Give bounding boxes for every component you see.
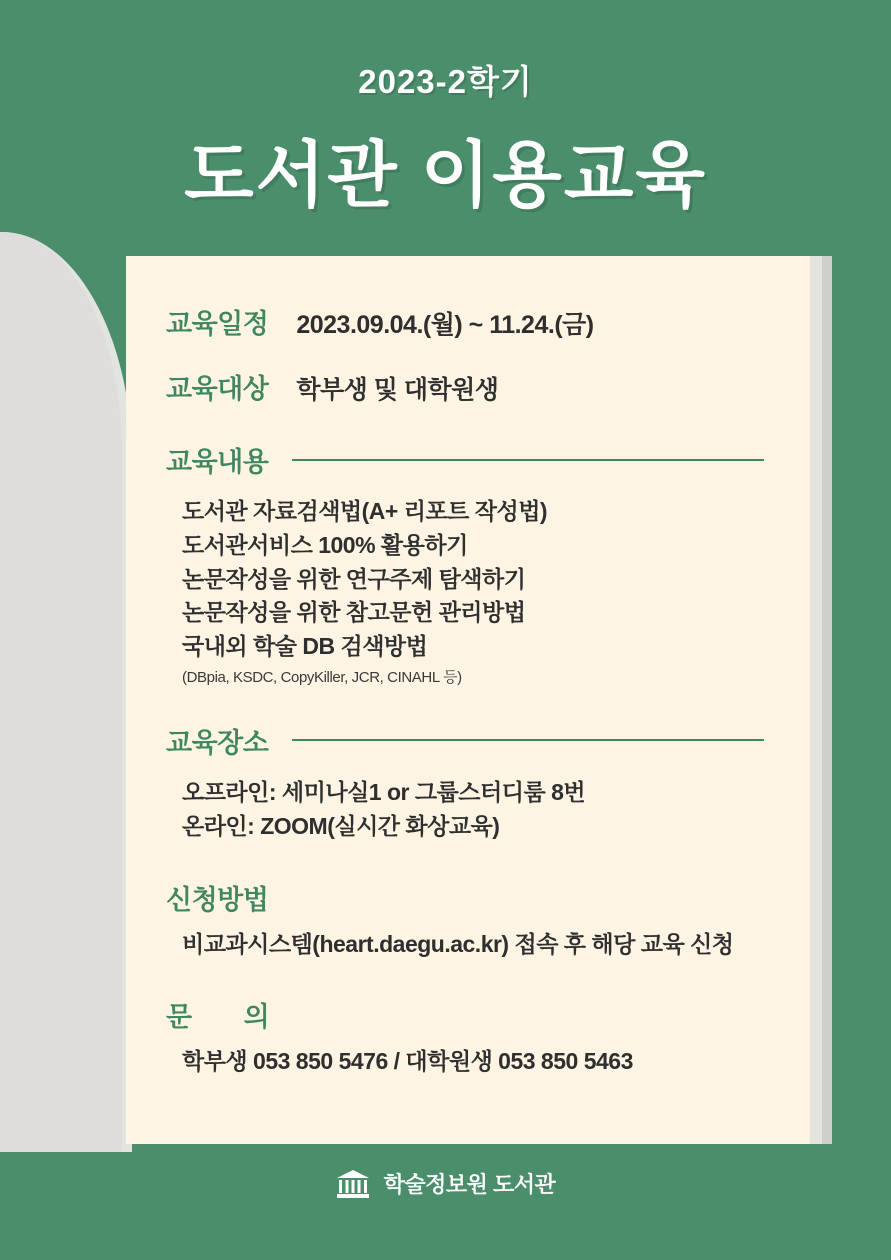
footer-label: 학술정보원 도서관 [383, 1172, 556, 1197]
list-item: 논문작성을 위한 참고문헌 관리방법 [182, 599, 526, 626]
schedule-value: 2023.09.04.(월) ~ 11.24.(금) [296, 311, 594, 339]
semester-label: 2023-2학기 [358, 63, 533, 100]
list-item: 도서관서비스 100% 활용하기 [182, 531, 468, 558]
audience-row [166, 367, 770, 406]
bank-icon [336, 1169, 370, 1199]
audience-label: 교육대상 [166, 374, 269, 404]
contact-section-header [166, 995, 770, 1034]
info-card [126, 256, 810, 1144]
content-divider [292, 459, 764, 461]
content-list [166, 495, 770, 664]
place-section-header [166, 721, 770, 760]
contact-text: 학부생 053 850 5476 / 대학원생 053 850 5463 [182, 1048, 633, 1075]
list-item: 논문작성을 위한 연구주제 탐색하기 [182, 565, 526, 592]
page-title: 도서관 이용교육 [184, 136, 707, 216]
schedule-row [166, 302, 770, 341]
contact-label: 문 의 [166, 1002, 292, 1033]
content-label: 교육내용 [166, 447, 269, 477]
page-curl-inner-decoration [0, 232, 122, 1152]
place-list [166, 776, 770, 844]
content-note: (DBpia, KSDC, CopyKiller, JCR, CINAHL 등) [182, 668, 462, 686]
place-divider [292, 739, 764, 741]
schedule-label: 교육일정 [166, 309, 269, 339]
poster-footer [0, 1168, 891, 1199]
list-item: 오프라인: 세미나실1 or 그룹스터디룸 8번 [182, 778, 586, 805]
content-section-header [166, 440, 770, 479]
list-item: 온라인: ZOOM(실시간 화상교육) [182, 812, 500, 839]
apply-label: 신청방법 [166, 884, 269, 915]
apply-section-header [166, 878, 770, 917]
poster-header [0, 0, 891, 221]
place-label: 교육장소 [166, 727, 269, 758]
audience-value: 학부생 및 대학원생 [296, 376, 499, 404]
list-item: 국내외 학술 DB 검색방법 [182, 633, 428, 660]
apply-text: 비교과시스템(heart.daegu.ac.kr) 접속 후 해당 교육 신청 [182, 930, 734, 957]
list-item: 도서관 자료검색법(A+ 리포트 작성법) [182, 498, 548, 524]
